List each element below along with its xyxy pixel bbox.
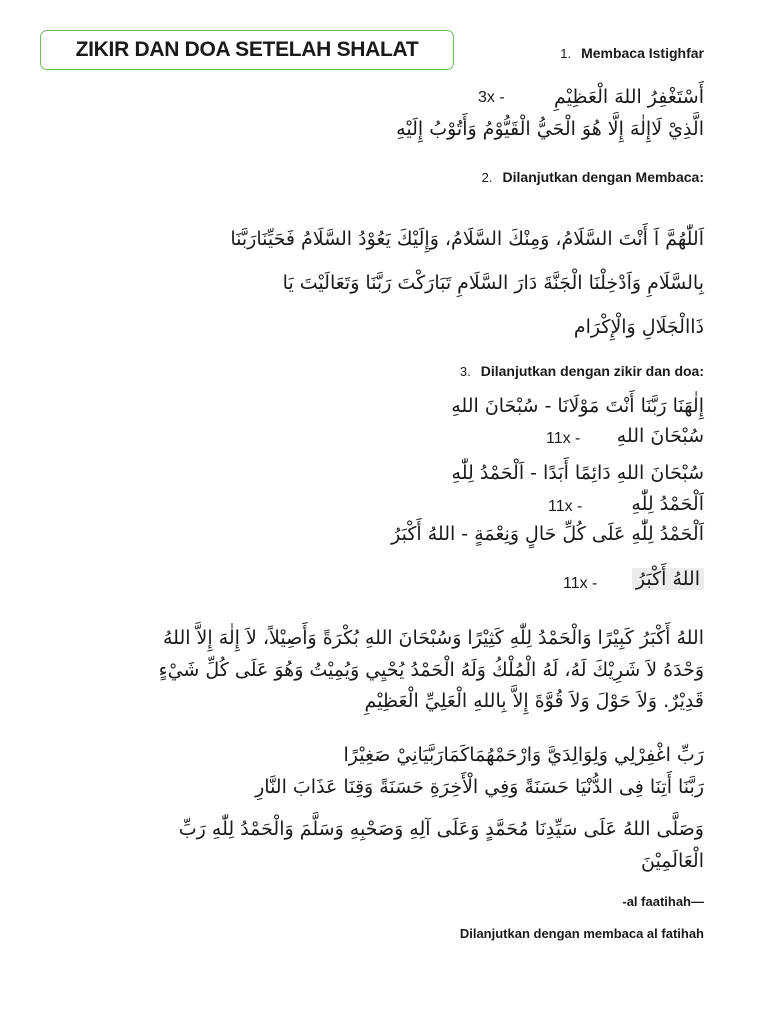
doa-line-1: رَبِّ اغْفِرْلِي وَلِوَالِدَيَّ وَارْحَمْهُمَاكَمَارَبَّيَانِيْ صَغِيْرًا [343, 744, 704, 766]
salam-line-1: اَللّٰهُمَّ اَ أَنْتَ السَّلَامُ، وَمِنْكَ السَّلَامُ، وَإِلَيْكَ يَعُوْدُ السَّلَامُ فَحَيِّنَارَبَّنَا [230, 228, 704, 250]
tahlil-line-3: قَدِيْرٌ. وَلاَ حَوْلَ وَلاَ قُوَّةَ إِلاَّ بِاللهِ الْعَلِيِّ الْعَظِيْمِ [364, 690, 704, 712]
salam-line-2: بِالسَّلَامِ وَاَدْخِلْنَا الْجَنَّةَ دَارَ السَّلَامِ تَبَارَكْتَ رَبَّنَا وَتَعَالَيْتَ يَا [282, 272, 704, 294]
closing-label: -al faatihah— [622, 894, 704, 909]
salawat-line-2: الْعَالَمِيْنَ [641, 850, 704, 872]
salam-line-3: ذَاالْجَلَالِ وَالْإِكْرَام [573, 316, 704, 338]
page-title: ZIKIR DAN DOA SETELAH SHALAT [40, 30, 454, 70]
takbir-count: 11x - [563, 575, 598, 592]
takbir-arabic: اللهُ أَكْبَرُ [632, 568, 704, 590]
section-2-heading [482, 169, 704, 185]
tasbih-count: 11x - [546, 430, 581, 447]
footer-note: Dilanjutkan dengan membaca al fatihah [459, 926, 704, 941]
section-1-number: 1. [560, 46, 572, 61]
zikir-line-5: اَلْحَمْدُ لِلّٰهِ عَلَى كُلِّ حَالٍ وَنِعْمَةٍ - اللهُ أَكْبَرُ [391, 523, 704, 545]
tahlil-line-1: اللهُ أَكْبَرُ كَبِيْرًا وَالْحَمْدُ لِلّٰهِ كَثِيْرًا وَسُبْحَانَ اللهِ بُكْرَةً وَأَصِيْلاً، لاَ إِلٰهَ إِلاَّ اللهُ [162, 627, 704, 649]
tahmid-arabic: اَلْحَمْدُ لِلّٰهِ [631, 493, 704, 515]
istighfar-line-1: أَسْتَغْفِرُ اللهَ الْعَظِيْمِ [553, 86, 704, 108]
tahlil-line-2: وَحْدَهُ لاَ شَرِيْكَ لَهُ، لَهُ الْمُلْكُ وَلَهُ الْحَمْدُ يُحْيِي وَيُمِيْتُ وَهُوَ عَلَى كُلِّ شَيْءٍ [158, 659, 704, 681]
tahmid-count: 11x - [548, 498, 583, 515]
section-3-heading [460, 363, 704, 379]
section-1-title: Membaca Istighfar [581, 45, 704, 61]
salawat-line-1: وَصَلَّى اللهُ عَلَى سَيِّدِنَا مُحَمَّدٍ وَعَلَى آلِهِ وَصَحْبِهِ وَسَلَّمَ وَالْحَمْدُ لِلّٰهِ رَبِّ [178, 818, 704, 840]
section-1-heading [560, 45, 704, 61]
zikir-line-1: إِلٰهَنَا رَبَّنَا أَنْتَ مَوْلَانَا - سُبْحَانَ اللهِ [451, 395, 704, 417]
istighfar-line-2: الَّذِيْ لَاإِلٰهَ إِلَّا هُوَ الْحَيُّ الْقَيُّوْمُ وَأَتُوْبُ إِلَيْهِ [396, 118, 704, 140]
istighfar-count: 3x - [478, 89, 505, 106]
section-2-title: Dilanjutkan dengan Membaca: [502, 169, 704, 185]
section-3-title: Dilanjutkan dengan zikir dan doa: [480, 363, 704, 379]
section-2-number: 2. [481, 170, 493, 185]
zikir-line-3: سُبْحَانَ اللهِ دَائِمًا أَبَدًا - اَلْحَمْدُ لِلّٰهِ [451, 462, 704, 484]
doa-line-2: رَبَّنَا أَتِنَا فِى الدُّنْيَا حَسَنَةً وَفِي الْأَخِرَةِ حَسَنَةً وَقِنَا عَذَابَ النَّارِ [255, 776, 704, 798]
section-3-number: 3. [459, 364, 471, 379]
tasbih-arabic: سُبْحَانَ اللهِ [616, 425, 704, 447]
